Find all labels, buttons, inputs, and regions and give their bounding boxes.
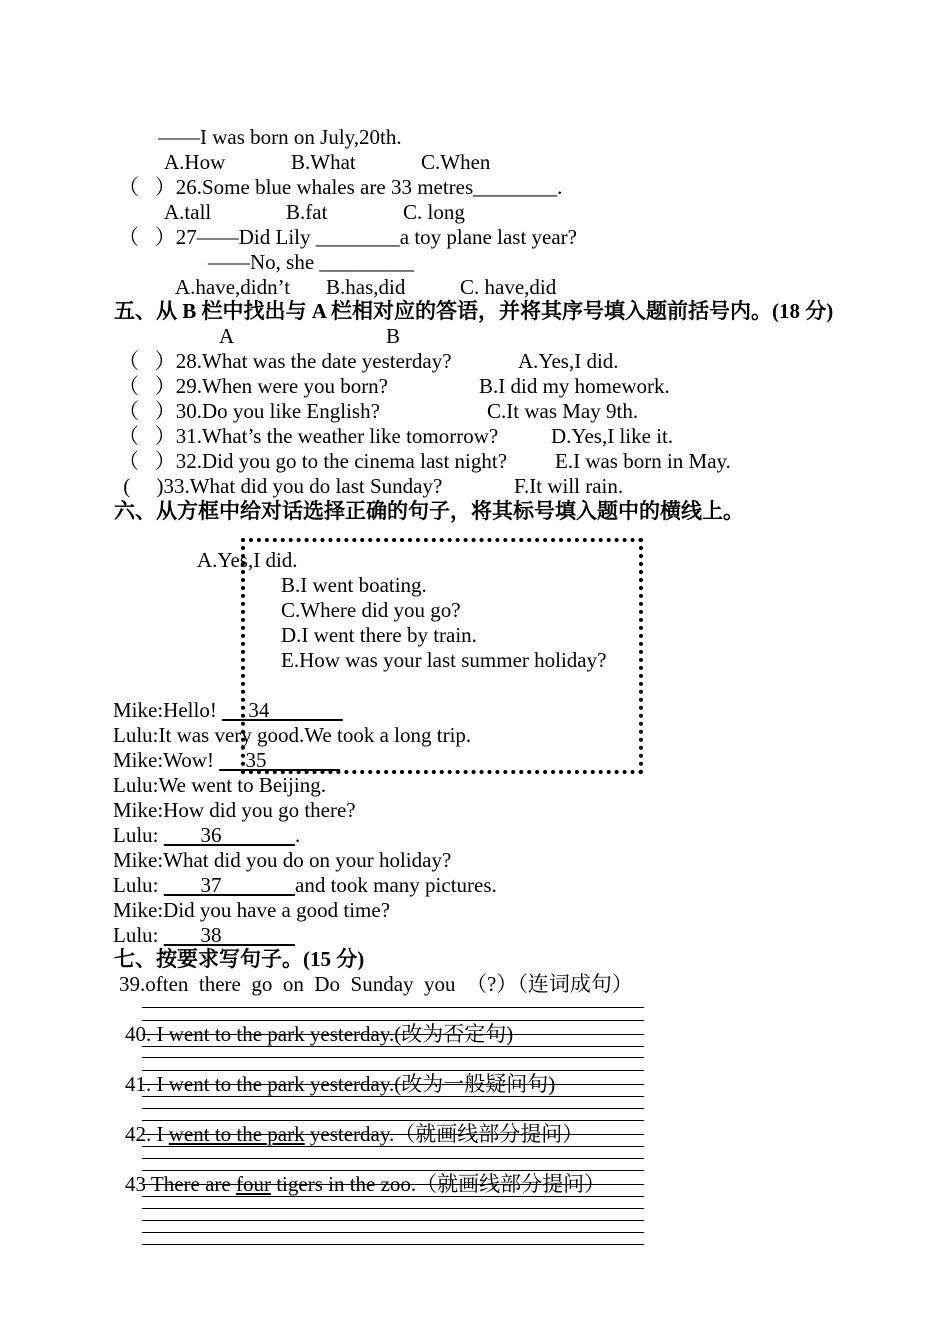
q26-text: （ ）26.Some blue whales are 33 metres________. [118,175,563,199]
section6-heading: 六、从方框中给对话选择正确的句子，将其标号填入题中的横线上。 [114,499,744,523]
dialogue-line-2: Lulu:It was very good.We took a long trip. [113,723,472,747]
dialogue-line-5: Mike:How did you go there? [113,798,356,822]
dialogue-line-3: Mike:Wow! 35 [113,748,340,772]
box-option-e: E.How was your last summer holiday? [281,648,607,672]
q25-answer-line: ——I was born on July,20th. [158,125,402,149]
answer-line[interactable] [142,1184,644,1185]
answer-line[interactable] [142,1046,644,1047]
q25-option-a: A.How [164,150,226,174]
section7-heading: 七、按要求写句子。(15 分) [114,947,365,971]
answer-line[interactable] [142,1134,644,1135]
dialogue-line-9: Mike:Did you have a good time? [113,898,391,922]
answer-line[interactable] [142,1084,644,1085]
q43-underlined: four [235,1172,271,1196]
q25-option-b: B.What [291,150,356,174]
answer-line[interactable] [142,1170,644,1171]
q30-question: （ ）30.Do you like English? [118,399,380,423]
q31-question: （ ）31.What’s the weather like tomorrow? [118,424,499,448]
q42-underlined: went to the park [168,1122,305,1146]
blank-36[interactable]: 36 [163,823,295,847]
dialogue-line-1: Mike:Hello! 34 [113,698,343,722]
q26-option-a: A.tall [164,200,212,224]
box-option-b: B.I went boating. [281,573,427,597]
answer-line[interactable] [142,1196,644,1197]
dialogue-line-7: Mike:What did you do on your holiday? [113,848,452,872]
answer-line[interactable] [142,1007,644,1008]
blank-35[interactable]: 35 [219,748,340,772]
q33-answer: F.It will rain. [514,474,624,498]
blank-38[interactable]: 38 [163,923,295,947]
q29-answer: B.I did my homework. [479,374,670,398]
answer-line[interactable] [142,1232,644,1233]
q43-text: 43 There are four tigers in the zoo.（就画线部分提问） [125,1172,606,1196]
answer-line[interactable] [142,1158,644,1159]
q40-text: 40. I went to the park yesterday.(改为否定句) [125,1022,514,1046]
q26-option-c: C. long [403,200,465,224]
answer-line[interactable] [142,1120,644,1121]
q31-answer: D.Yes,I like it. [551,424,674,448]
section5-heading: 五、从 B 栏中找出与 A 栏相对应的答语，并将其序号填入题前括号内。(18 分) [114,299,834,323]
q41-text: 41. I went to the park yesterday.(改为一般疑问句) [125,1072,556,1096]
q39-text: 39.often there go on Do Sunday you （?）（连词成句） [119,972,633,996]
q26-option-b: B.fat [286,200,328,224]
blank-34[interactable]: 34 [222,698,343,722]
section5-col-a: A [219,324,235,348]
answer-line[interactable] [142,1020,644,1021]
q27-text: （ ）27——Did Lily ________a toy plane last year? [118,225,577,249]
box-option-d: D.I went there by train. [281,623,477,647]
q27-option-c: C. have,did [460,275,557,299]
q32-question: （ ）32.Did you go to the cinema last night? [118,449,508,473]
answer-line[interactable] [142,1057,644,1058]
q42-text: 42. I went to the park yesterday.（就画线部分提问） [125,1122,584,1146]
answer-line[interactable] [142,1034,644,1035]
dialogue-line-6: Lulu: 36 . [113,823,301,847]
dialogue-line-4: Lulu:We went to Beijing. [113,773,326,797]
q32-answer: E.I was born in May. [555,449,731,473]
section5-col-b: B [386,324,401,348]
q30-answer: C.It was May 9th. [487,399,639,423]
dialogue-line-10: Lulu: 38 [113,923,295,947]
q27-reply: ——No, she _________ [208,250,414,274]
box-option-a: A.Yes,I did. [197,548,298,572]
q28-answer: A.Yes,I did. [518,349,619,373]
q33-question: ( )33.What did you do last Sunday? [118,474,443,498]
answer-line[interactable] [142,1208,644,1209]
q25-option-c: C.When [421,150,491,174]
answer-line[interactable] [142,1146,644,1147]
box-option-c: C.Where did you go? [281,598,461,622]
dialogue-line-8: Lulu: 37 and took many pictures. [113,873,497,897]
answer-line[interactable] [142,1108,644,1109]
answer-line[interactable] [142,1220,644,1221]
q28-question: （ ）28.What was the date yesterday? [118,349,452,373]
answer-line[interactable] [142,1070,644,1071]
q27-option-a: A.have,didn’t [175,275,291,299]
blank-37[interactable]: 37 [163,873,295,897]
q29-question: （ ）29.When were you born? [118,374,389,398]
answer-line[interactable] [142,1244,644,1245]
q27-option-b: B.has,did [326,275,406,299]
answer-line[interactable] [142,1096,644,1097]
